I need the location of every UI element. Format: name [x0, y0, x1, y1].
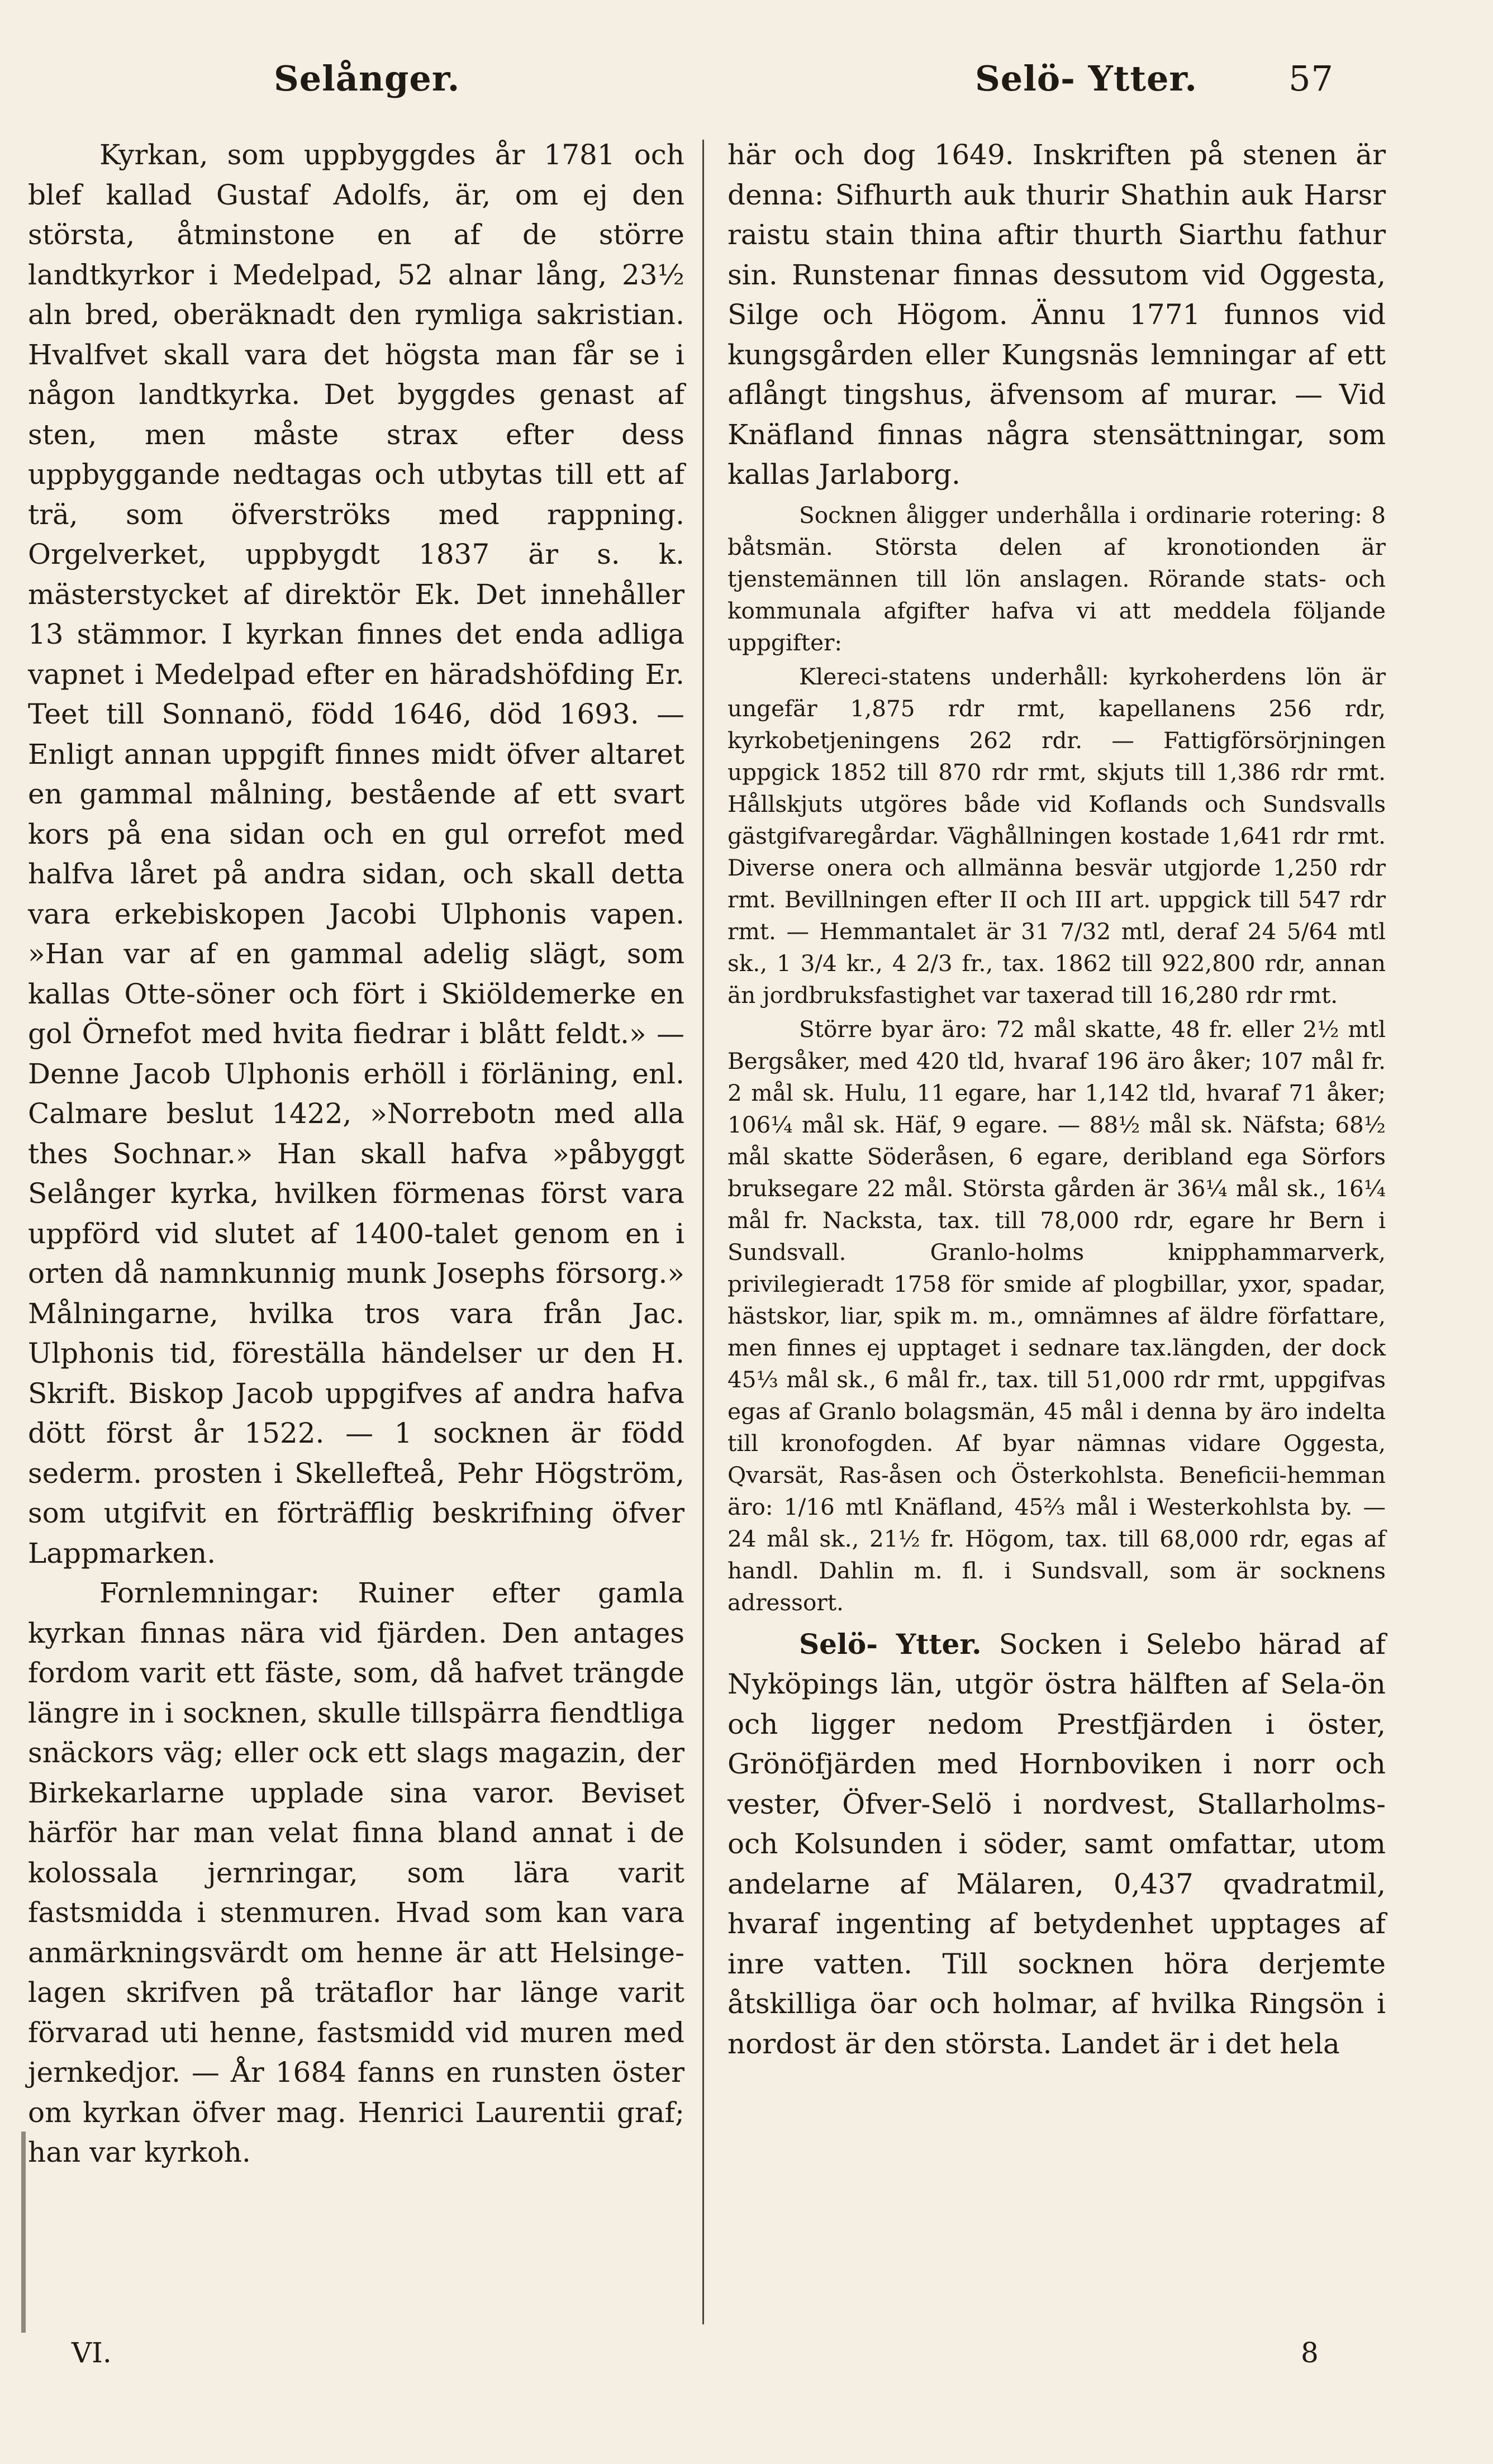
signature-mark-left: VI.	[72, 2337, 112, 2369]
page-number: 57	[1288, 58, 1334, 99]
column-divider	[702, 140, 704, 2324]
kyrkan-paragraph: Kyrkan, som uppbyggdes år 1781 och blef kallad Gustaf Adolfs, är, om ej den största, åtminstone en af de större landtkyrkor i Medelpad, 52 alnar lång, 23½ aln bred, oberäknadt den rymliga sakristian. Hvalfvet skall vara det högsta man får se i någon landtkyrka. Det byggdes genast af sten, men måste strax efter dess uppbyggande nedtagas och utbytas till ett af trä, som öfverströks med rappning. Orgelverket, uppbygdt 1837 är s. k. mästerstycket af direktör Ek. Det innehåller 13 stämmor. I kyrkan finnes det enda adliga vapnet i Medelpad efter en häradshöfding Er. Teet till Sonnanö, född 1646, död 1693. — Enligt annan uppgift finnes midt öfver altaret en gammal målning, bestående af ett svart kors på ena sidan och en gul orrefot med halfva låret på andra sidan, och skall detta vara erkebiskopen Jacobi Ulphonis vapen. »Han var af en gammal adelig slägt, som kallas Otte-söner och fört i Skiöldemerke en gol Örnefot med hvita fiedrar i blått feldt.» — Denne Jacob Ulphonis erhöll i förläning, enl. Calmare beslut 1422, »Norrebotn med alla thes Sochnar.» Han skall hafva »påbyggt Selånger kyrka, hvilken förmenas först vara uppförd vid slutet af 1400-talet genom en i orten då namnkunnig munk Josephs försorg.» Målningarne, hvilka tros vara från Jac. Ulphonis tid, föreställa händelser ur den H. Skrift. Biskop Jacob uppgifves af andra hafva dött först år 1522. — 1 socknen är född sederm. prosten i Skellefteå, Pehr Högström, som utgifvit en förträfflig beskrifning öfver Lappmarken.	[28, 139, 684, 1569]
selo-ytter-text: Socken i Selebo härad af Nyköpings län, utgör östra hälften af Sela-ön och ligger nedom Prestfjärden i öster, Grönöfjärden med Hornboviken i norr och vester, Öfver-Selö i nordvest, Stallarholms- och Kolsunden i söder, samt omfattar, utom andelarne af Mälaren, 0,437 qvadratmil, hvaraf ingenting af betydenhet upptages af inre vatten. Till socknen höra derjemte åtskilliga öar och holmar, af hvilka Ringsön i nordost är den största. Landet är i det hela	[728, 1628, 1386, 2060]
running-header-right: Selö- Ytter.	[975, 58, 1197, 99]
selo-ytter-title: Selö- Ytter.	[799, 1627, 982, 1661]
selo-ytter-entry	[728, 1624, 1386, 2065]
fornlemningar-paragraph: Fornlemningar: Ruiner efter gamla kyrkan finnas nära vid fjärden. Den antages fordom varit ett fäste, som, då hafvet trängde längre in i socknen, skulle tillspärra fiendtliga snäckors väg; eller ock ett slags magazin, der Birkekarlarne upplade sina varor. Beviset härför har man velat finna bland annat i de kolossala jernringar, som lära varit fastsmidda i stenmuren. Hvad som kan vara anmärkningsvärdt om henne är att Helsinge-lagen skrifven på trätaflor har länge varit förvarad uti henne, fastsmidd vid muren med jernkedjor. — År 1684 fanns en runsten öster om kyrkan öfver mag. Henrici Laurentii graf; han var kyrkoh.	[28, 1577, 684, 2168]
villages-paragraph: Större byar äro: 72 mål skatte, 48 fr. eller 2½ mtl Bergsåker, med 420 tld, hvaraf 196 äro åker; 107 mål fr. 2 mål sk. Hulu, 11 egare, har 1,142 tld, hvaraf 71 åker; 106¼ mål sk. Häf, 9 egare. — 88½ mål sk. Näfsta; 68½ mål skatte Söderåsen, 6 egare, deribland ega Sörfors bruksegare 22 mål. Största gården är 36¼ mål sk., 16¼ mål fr. Nacksta, tax. till 78,000 rdr, egare hr Bern i Sundsvall. Granlo-holms knipphammarverk, privilegieradt 1758 för smide af plogbillar, yxor, spadar, hästskor, liar, spik m. m., omnämnes af äldre författare, men finnes ej upptaget i sednare tax.längden, der dock 45⅓ mål sk., 6 mål fr., tax. till 51,000 rdr rmt, uppgifvas egas af Granlo bolagsmän, 45 mål i denna by äro indelta till kronofogden. Af byar nämnas vidare Oggesta, Qvarsät, Ras-åsen och Österkohlsta. Beneficii-hemman äro: 1/16 mtl Knäfland, 45⅔ mål i Westerkohlsta by. — 24 mål sk., 21½ fr. Högom, tax. till 68,000 rdr, egas af handl. Dahlin m. fl. i Sundsvall, som är socknens adressort.	[728, 1015, 1386, 1616]
signature-mark-right: 8	[1301, 2337, 1319, 2369]
statistics-paragraph: Klereci-statens underhåll: kyrkoherdens lön är ungefär 1,875 rdr rmt, kapellanens 256 rdr, kyrkobetjeningens 262 rdr. — Fattigförsörjningen uppgick 1852 till 870 rdr rmt, skjuts till 1,386 rdr rmt. Hållskjuts utgöres både vid Koflands och Sundsvalls gästgifvaregårdar. Väghållningen kostade 1,641 rdr rmt. Diverse onera och allmänna besvär utgjorde 1,250 rdr rmt. Bevillningen efter II och III art. uppgick till 547 rdr rmt. — Hemmantalet är 31 7/32 mtl, deraf 24 5/64 mtl sk., 1 3/4 kr., 4 2/3 fr., tax. 1862 till 922,800 rdr, annan än jordbruksfastighet var taxerad till 16,280 rdr rmt.	[728, 663, 1386, 1009]
running-header-left: Selånger.	[274, 58, 460, 99]
rotering-paragraph: Socknen åligger underhålla i ordinarie rotering: 8 båtsmän. Största delen af kronotionden är tjenstemännen till lön anslagen. Rörande stats- och kommunala afgifter hafva vi att meddela följande uppgifter:	[728, 501, 1386, 656]
margin-mark	[21, 2132, 26, 2333]
runic-inscription-paragraph: här och dog 1649. Inskriften på stenen är denna: Sifhurth auk thurir Shathin auk Harsr raistu stain thina aftir thurth Siarthu fathur sin. Runstenar finnas dessutom vid Oggesta, Silge och Högom. Ännu 1771 funnos vid kungsgården eller Kungsnäs lemningar af ett aflångt tingshus, äfvensom af murar. — Vid Knäfland finnas några stensättningar, som kallas Jarlaborg.	[728, 139, 1386, 491]
left-column	[28, 135, 684, 2173]
right-column	[728, 135, 1386, 2064]
